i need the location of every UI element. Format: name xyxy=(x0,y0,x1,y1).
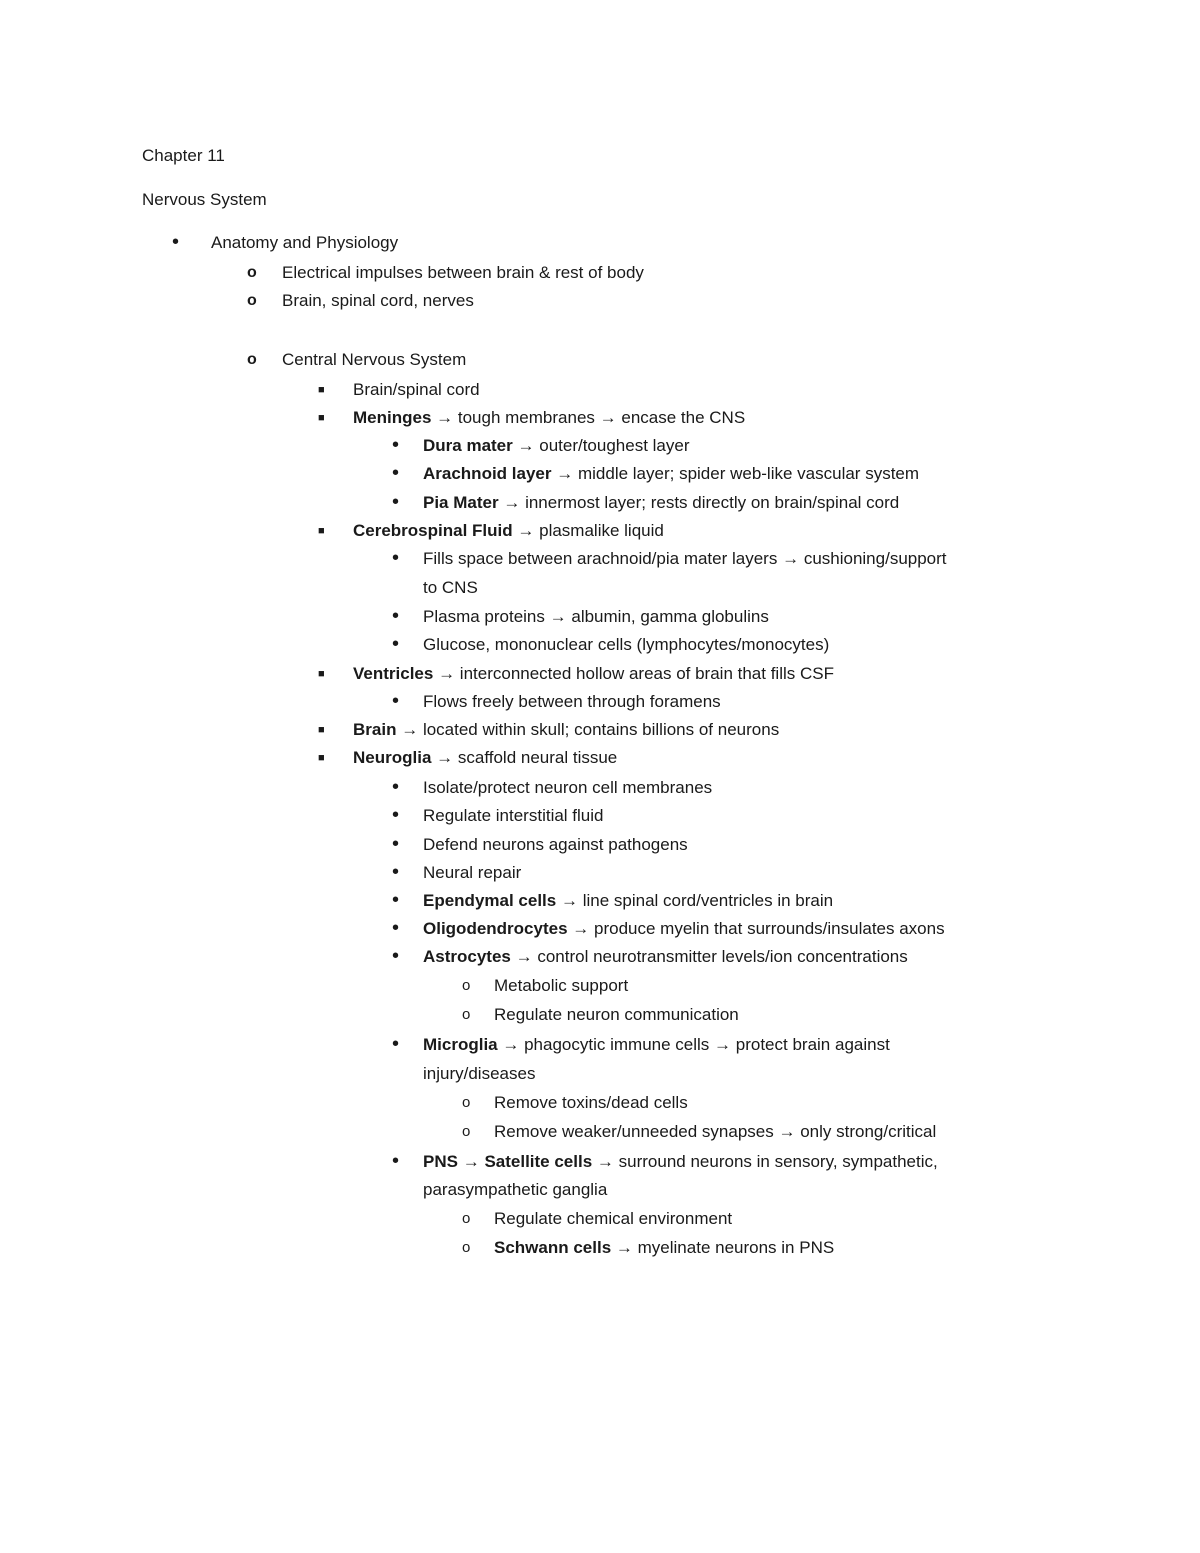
bullet-circle-icon: o xyxy=(462,977,471,994)
definition: tough membranes xyxy=(457,408,595,427)
term: Ependymal cells xyxy=(423,891,557,910)
list-item: Remove toxins/dead cells xyxy=(494,1093,688,1112)
definition: outer/toughest layer xyxy=(539,436,690,455)
bullet-circle-icon: o xyxy=(247,351,257,368)
bullet-dot-icon: • xyxy=(392,804,400,826)
list-item xyxy=(423,891,833,911)
list-item-continuation: to CNS xyxy=(423,578,478,597)
bullet-dot-icon: • xyxy=(392,1150,400,1172)
bullet-circle-icon: o xyxy=(247,292,257,309)
term: PNS xyxy=(423,1152,458,1171)
definition: encase the CNS xyxy=(621,408,746,427)
definition: surround neurons in sensory, sympathetic, xyxy=(618,1152,938,1171)
bullet-square-icon: ■ xyxy=(318,412,325,424)
definition: cushioning/support xyxy=(803,549,947,568)
chapter-heading: Chapter 11 xyxy=(142,146,225,165)
definition: phagocytic immune cells xyxy=(524,1035,710,1054)
definition: Plasma proteins xyxy=(423,607,545,626)
list-item-brain xyxy=(353,720,779,740)
list-item: Flows freely between through foramens xyxy=(423,692,721,711)
bullet-dot-icon: • xyxy=(392,434,400,456)
term: Pia Mater xyxy=(423,493,499,512)
bullet-square-icon: ■ xyxy=(318,752,325,764)
definition: Remove weaker/unneeded synapses xyxy=(494,1122,774,1141)
bullet-dot-icon: • xyxy=(392,491,400,513)
list-item: Metabolic support xyxy=(494,976,629,995)
arrow-right-icon: → xyxy=(436,748,454,767)
definition: innermost layer; rests directly on brain/spinal cord xyxy=(525,493,900,512)
cns-heading: Central Nervous System xyxy=(282,350,467,369)
arrow-right-icon: → xyxy=(462,1152,480,1171)
bullet-dot-icon: • xyxy=(392,889,400,911)
arrow-right-icon: → xyxy=(503,493,521,512)
term: Ventricles xyxy=(353,664,434,683)
bullet-dot-icon: • xyxy=(392,633,400,655)
list-item xyxy=(423,493,899,513)
arrow-right-icon: → xyxy=(572,919,590,938)
term: Neuroglia xyxy=(353,748,432,767)
bullet-dot-icon: • xyxy=(172,231,180,253)
list-item xyxy=(423,549,947,569)
definition: line spinal cord/ventricles in brain xyxy=(582,891,834,910)
bullet-dot-icon: • xyxy=(392,861,400,883)
definition: myelinate neurons in PNS xyxy=(637,1238,835,1257)
arrow-right-icon: → xyxy=(436,408,454,427)
bullet-circle-icon: o xyxy=(462,1123,471,1140)
arrow-right-icon: → xyxy=(502,1035,520,1054)
list-item xyxy=(423,436,690,456)
list-item-ventricles xyxy=(353,664,834,684)
definition: plasmalike liquid xyxy=(539,521,664,540)
document-title: Nervous System xyxy=(142,190,267,209)
term: Brain xyxy=(353,720,397,739)
list-item-csf xyxy=(353,521,664,541)
arrow-right-icon: → xyxy=(560,891,578,910)
bullet-dot-icon: • xyxy=(392,547,400,569)
term: Meninges xyxy=(353,408,432,427)
term: Oligodendrocytes xyxy=(423,919,568,938)
bullet-circle-icon: o xyxy=(462,1006,471,1023)
definition: protect brain against xyxy=(735,1035,890,1054)
list-item xyxy=(423,1152,938,1172)
arrow-right-icon: → xyxy=(556,464,574,483)
list-item xyxy=(423,919,945,939)
bullet-circle-icon: o xyxy=(462,1094,471,1111)
arrow-right-icon: → xyxy=(515,947,533,966)
bullet-circle-icon: o xyxy=(247,264,257,281)
arrow-right-icon: → xyxy=(549,607,567,626)
arrow-right-icon: → xyxy=(599,408,617,427)
arrow-right-icon: → xyxy=(438,664,456,683)
section-heading: Anatomy and Physiology xyxy=(211,233,399,252)
bullet-circle-icon: o xyxy=(462,1239,471,1256)
list-item: Defend neurons against pathogens xyxy=(423,835,688,854)
arrow-right-icon: → xyxy=(517,436,535,455)
definition: located within skull; contains billions of neurons xyxy=(422,720,780,739)
list-item: Brain, spinal cord, nerves xyxy=(282,291,474,310)
arrow-right-icon: → xyxy=(517,521,535,540)
definition: albumin, gamma globulins xyxy=(571,607,769,626)
list-item-meninges xyxy=(353,408,745,428)
list-item xyxy=(423,1035,890,1055)
bullet-square-icon: ■ xyxy=(318,668,325,680)
list-item: Isolate/protect neuron cell membranes xyxy=(423,778,713,797)
arrow-right-icon: → xyxy=(401,720,419,739)
bullet-dot-icon: • xyxy=(392,917,400,939)
list-item: Brain/spinal cord xyxy=(353,380,480,399)
list-item xyxy=(423,607,769,627)
bullet-circle-icon: o xyxy=(462,1210,471,1227)
list-item: Neural repair xyxy=(423,863,522,882)
list-item: Electrical impulses between brain & rest of body xyxy=(282,263,644,282)
definition: only strong/critical xyxy=(800,1122,937,1141)
term: Arachnoid layer xyxy=(423,464,552,483)
bullet-dot-icon: • xyxy=(392,690,400,712)
term: Dura mater xyxy=(423,436,513,455)
term: Astrocytes xyxy=(423,947,511,966)
list-item: Glucose, mononuclear cells (lymphocytes/monocytes) xyxy=(423,635,830,654)
list-item-neuroglia xyxy=(353,748,617,768)
definition: control neurotransmitter levels/ion concentrations xyxy=(537,947,908,966)
list-item-continuation: parasympathetic ganglia xyxy=(423,1180,608,1199)
bullet-dot-icon: • xyxy=(392,462,400,484)
bullet-dot-icon: • xyxy=(392,776,400,798)
arrow-right-icon: → xyxy=(782,549,800,568)
term: Satellite cells xyxy=(484,1152,593,1171)
term: Microglia xyxy=(423,1035,498,1054)
bullet-square-icon: ■ xyxy=(318,525,325,537)
list-item: Regulate interstitial fluid xyxy=(423,806,604,825)
arrow-right-icon: → xyxy=(596,1152,614,1171)
list-item xyxy=(494,1122,936,1142)
bullet-square-icon: ■ xyxy=(318,384,325,396)
bullet-dot-icon: • xyxy=(392,833,400,855)
term: Schwann cells xyxy=(494,1238,612,1257)
arrow-right-icon: → xyxy=(714,1035,732,1054)
bullet-dot-icon: • xyxy=(392,605,400,627)
list-item: Regulate chemical environment xyxy=(494,1209,733,1228)
bullet-dot-icon: • xyxy=(392,1033,400,1055)
definition: produce myelin that surrounds/insulates axons xyxy=(594,919,945,938)
definition: middle layer; spider web-like vascular system xyxy=(577,464,920,483)
definition: scaffold neural tissue xyxy=(457,748,618,767)
arrow-right-icon: → xyxy=(778,1122,796,1141)
list-item xyxy=(423,464,919,484)
list-item xyxy=(494,1238,834,1258)
list-item-continuation: injury/diseases xyxy=(423,1064,536,1083)
bullet-square-icon: ■ xyxy=(318,724,325,736)
arrow-right-icon: → xyxy=(615,1238,633,1257)
definition: interconnected hollow areas of brain that fills CSF xyxy=(459,664,834,683)
definition: Fills space between arachnoid/pia mater layers xyxy=(423,549,778,568)
term: Cerebrospinal Fluid xyxy=(353,521,513,540)
list-item: Regulate neuron communication xyxy=(494,1005,739,1024)
bullet-dot-icon: • xyxy=(392,945,400,967)
list-item xyxy=(423,947,908,967)
